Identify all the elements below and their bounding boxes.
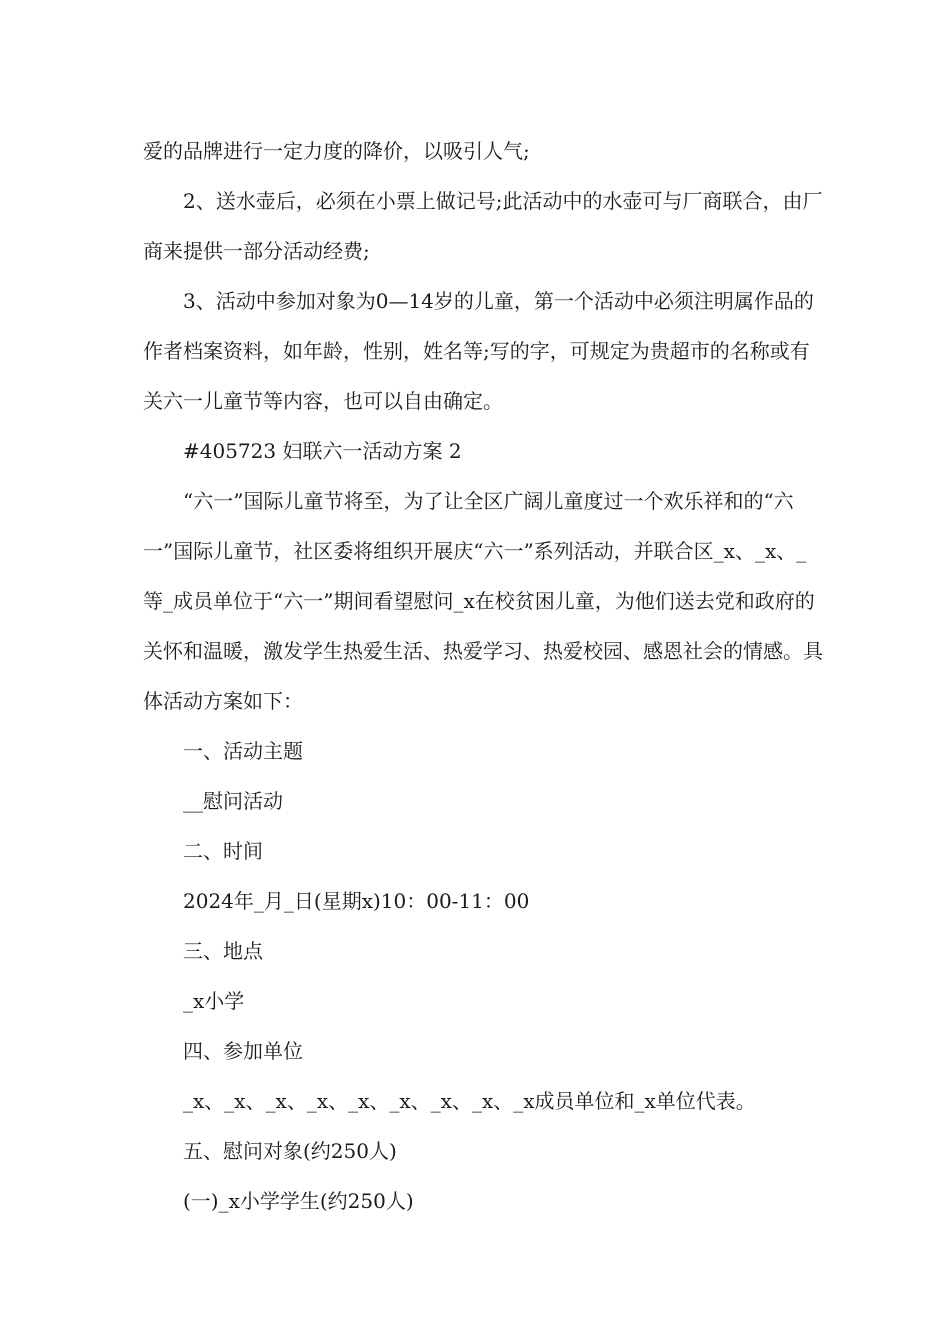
recipients-item-1: (一)_x小学学生(约250人): [183, 1189, 414, 1213]
paragraph-continuation: 爱的品牌进行一定力度的降价，以吸引人气;: [143, 139, 530, 163]
paragraph-item-3: 3、活动中参加对象为0—14岁的儿童，第一个活动中必须注明属作品的作者档案资料，如年龄，性别，姓名等;写的字，可规定为贵超市的名称或有关六一儿童节等内容，也可以自由确定。: [143, 289, 814, 413]
location-value: _x小学: [183, 989, 245, 1013]
theme-value: __慰问活动: [183, 789, 283, 813]
heading-recipients: 五、慰问对象(约250人): [183, 1139, 397, 1163]
heading-location: 三、地点: [183, 939, 263, 963]
heading-participants: 四、参加单位: [183, 1039, 303, 1063]
paragraph-item-2: 2、送水壶后，必须在小票上做记号;此活动中的水壶可与厂商联合，由厂商来提供一部分活动经费;: [143, 189, 823, 263]
heading-theme: 一、活动主题: [183, 739, 303, 763]
heading-time: 二、时间: [183, 839, 263, 863]
time-value: 2024年_月_日(星期x)10：00-11：00: [183, 889, 530, 913]
participants-value: _x、_x、_x、_x、_x、_x、_x、_x、_x成员单位和_x单位代表。: [183, 1089, 756, 1113]
document-body: [143, 126, 823, 1226]
paragraph-intro: “六一”国际儿童节将至，为了让全区广阔儿童度过一个欢乐祥和的“六一”国际儿童节，社区委将组织开展庆“六一”系列活动，并联合区_x、_x、_等_成员单位于“六一”期间看望慰问_x在校贫困儿童，为他们送去党和政府的关怀和温暖，激发学生热爱生活、热爱学习、热爱校园、感恩社会的情感。具体活动方案如下：: [143, 489, 823, 713]
section-title: #405723 妇联六一活动方案 2: [183, 439, 462, 463]
